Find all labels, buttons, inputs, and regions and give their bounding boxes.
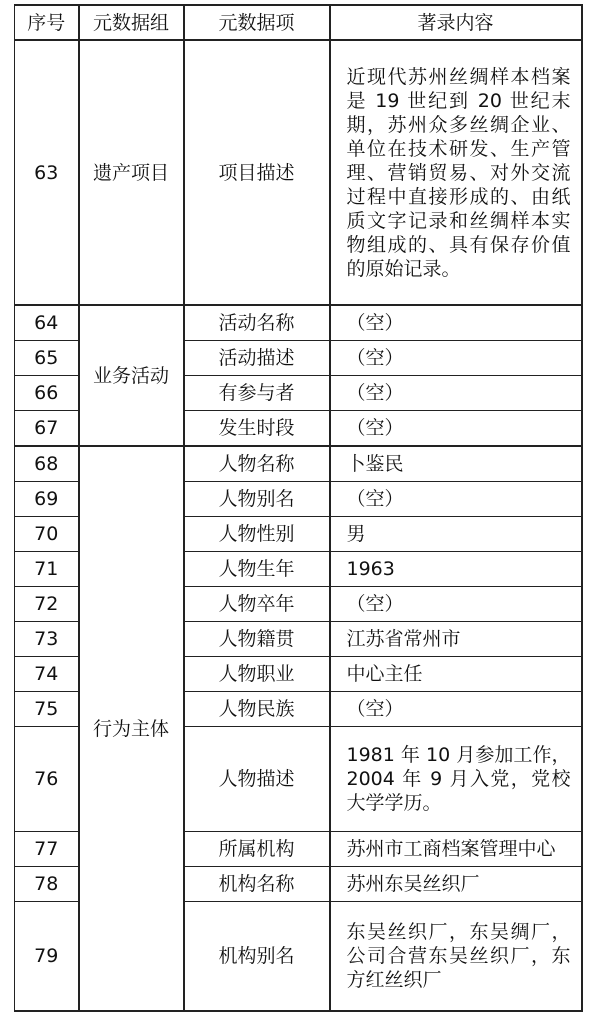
row-no: 72 bbox=[15, 587, 79, 622]
header-group: 元数据组 bbox=[79, 5, 184, 40]
row-no: 64 bbox=[15, 305, 79, 341]
row-no: 74 bbox=[15, 657, 79, 692]
row-no: 68 bbox=[15, 446, 79, 482]
header-content: 著录内容 bbox=[330, 5, 582, 40]
row-no: 63 bbox=[15, 40, 79, 305]
table-row bbox=[15, 446, 582, 482]
row-no: 75 bbox=[15, 692, 79, 727]
row-no: 78 bbox=[15, 867, 79, 902]
row-item: 人物籍贯 bbox=[184, 622, 330, 657]
row-content: 苏州东吴丝织厂 bbox=[330, 867, 582, 902]
table-row bbox=[15, 305, 582, 341]
header-item: 元数据项 bbox=[184, 5, 330, 40]
row-item: 有参与者 bbox=[184, 376, 330, 411]
row-content: 男 bbox=[330, 517, 582, 552]
row-item: 人物性别 bbox=[184, 517, 330, 552]
row-item: 活动名称 bbox=[184, 305, 330, 341]
row-content: （空） bbox=[330, 341, 582, 376]
row-no: 70 bbox=[15, 517, 79, 552]
row-content: 东吴丝织厂，东吴绸厂，公司合营东吴丝织厂，东方红丝织厂 bbox=[330, 902, 582, 1012]
row-item: 人物职业 bbox=[184, 657, 330, 692]
row-item: 人物民族 bbox=[184, 692, 330, 727]
row-no: 67 bbox=[15, 411, 79, 447]
row-no: 79 bbox=[15, 902, 79, 1012]
row-item: 机构别名 bbox=[184, 902, 330, 1012]
row-item: 人物生年 bbox=[184, 552, 330, 587]
row-item: 人物卒年 bbox=[184, 587, 330, 622]
row-item: 人物名称 bbox=[184, 446, 330, 482]
row-no: 65 bbox=[15, 341, 79, 376]
row-no: 76 bbox=[15, 727, 79, 832]
row-content: （空） bbox=[330, 482, 582, 517]
row-content: 近现代苏州丝绸样本档案是 19 世纪到 20 世纪末期，苏州众多丝绸企业、单位在技术研发、生产管理、营销贸易、对外交流过程中直接形成的、由纸质文字记录和丝绸样本实物组成的、具有保存价值的原始记录。 bbox=[330, 40, 582, 305]
row-item: 人物别名 bbox=[184, 482, 330, 517]
row-no: 77 bbox=[15, 832, 79, 867]
group-heritage: 遗产项目 bbox=[79, 40, 184, 305]
metadata-table bbox=[14, 4, 583, 1012]
row-content: 江苏省常州市 bbox=[330, 622, 582, 657]
row-content: 1981 年 10 月参加工作，2004 年 9 月入党，党校大学学历。 bbox=[330, 727, 582, 832]
row-no: 71 bbox=[15, 552, 79, 587]
row-no: 73 bbox=[15, 622, 79, 657]
row-content: 1963 bbox=[330, 552, 582, 587]
row-item: 活动描述 bbox=[184, 341, 330, 376]
row-content: 苏州市工商档案管理中心 bbox=[330, 832, 582, 867]
table-row bbox=[15, 40, 582, 305]
table-header-row bbox=[15, 5, 582, 40]
row-content: 卜鉴民 bbox=[330, 446, 582, 482]
row-item: 所属机构 bbox=[184, 832, 330, 867]
row-content: 中心主任 bbox=[330, 657, 582, 692]
header-no: 序号 bbox=[15, 5, 79, 40]
row-item: 人物描述 bbox=[184, 727, 330, 832]
row-content: （空） bbox=[330, 305, 582, 341]
row-item: 机构名称 bbox=[184, 867, 330, 902]
row-content: （空） bbox=[330, 587, 582, 622]
group-business: 业务活动 bbox=[79, 305, 184, 446]
row-item: 项目描述 bbox=[184, 40, 330, 305]
row-content: （空） bbox=[330, 411, 582, 447]
row-no: 66 bbox=[15, 376, 79, 411]
group-actor: 行为主体 bbox=[79, 446, 184, 1011]
row-item: 发生时段 bbox=[184, 411, 330, 447]
row-content: （空） bbox=[330, 376, 582, 411]
row-content: （空） bbox=[330, 692, 582, 727]
row-no: 69 bbox=[15, 482, 79, 517]
